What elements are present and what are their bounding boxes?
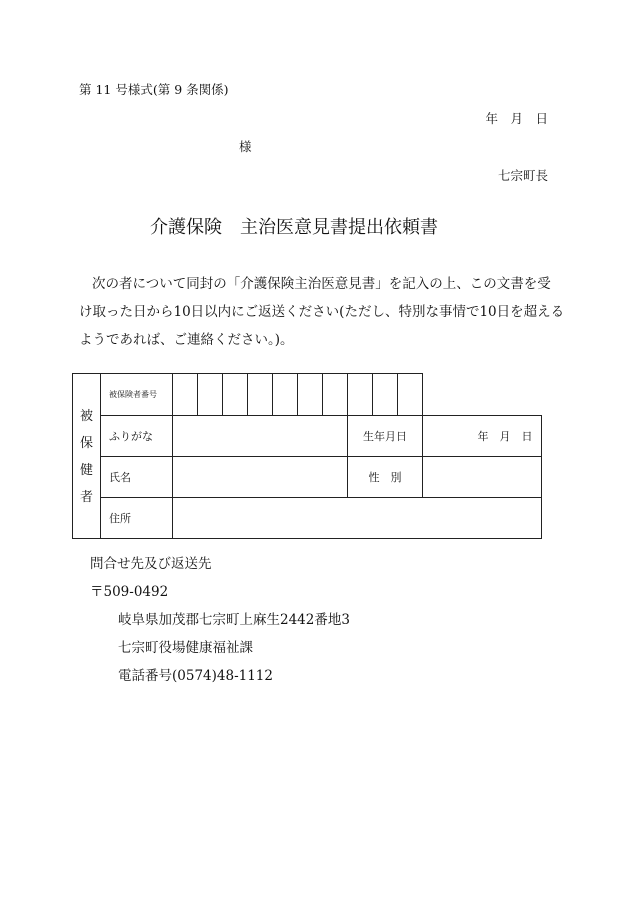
insured-person-table [72,373,542,539]
issue-date-line: 年 月 日 [485,111,548,126]
name-label: 氏名 [101,457,173,498]
insured-number-digit-5[interactable] [273,374,298,416]
contact-office: 七宗町役場健康福祉課 [118,640,253,656]
insured-side-label [73,374,101,539]
contact-phone: 電話番号(0574)48-1112 [118,668,273,684]
addressee-suffix: 様 [239,139,252,154]
address-field[interactable] [173,498,542,539]
side-char-2: 保 [79,436,93,451]
blank-corner [423,374,542,416]
sex-label: 性 別 [348,457,423,498]
sender: 七宗町長 [497,168,548,183]
contact-postal-code: 〒509-0492 [90,584,169,600]
insured-number-digit-2[interactable] [198,374,223,416]
side-char-3: 健 [79,463,93,478]
insured-number-digit-9[interactable] [373,374,398,416]
side-char-1: 被 [79,409,93,424]
birthdate-label: 生年月日 [348,416,423,457]
insured-number-digit-4[interactable] [248,374,273,416]
body-line-2: け取った日から10日以内にご返送ください(ただし、特別な事情で10日を超える [79,304,565,320]
furigana-field[interactable] [173,416,348,457]
insured-number-digit-1[interactable] [173,374,198,416]
insured-number-digit-3[interactable] [223,374,248,416]
insured-number-digit-8[interactable] [348,374,373,416]
form-number: 第 11 号様式(第 9 条関係) [79,82,229,97]
contact-address: 岐阜県加茂郡七宗町上麻生2442番地3 [118,612,350,628]
insured-number-digit-7[interactable] [323,374,348,416]
sex-field[interactable] [423,457,542,498]
insured-number-digit-6[interactable] [298,374,323,416]
contact-heading: 問合せ先及び返送先 [90,556,212,572]
side-char-4: 者 [79,490,93,505]
name-field[interactable] [173,457,348,498]
document-title: 介護保険 主治医意見書提出依頼書 [150,217,438,238]
birthdate-field[interactable]: 年 月 日 [423,416,542,457]
request-body [79,270,565,354]
body-line-1: 次の者について同封の「介護保険主治医意見書」を記入の上、この文書を受 [92,276,551,292]
address-label: 住所 [101,498,173,539]
insured-number-label: 被保険者番号 [101,374,173,416]
furigana-label: ふりがな [101,416,173,457]
body-line-3: ようであれば、ご連絡ください。)。 [79,332,294,348]
insured-number-digit-10[interactable] [398,374,423,416]
